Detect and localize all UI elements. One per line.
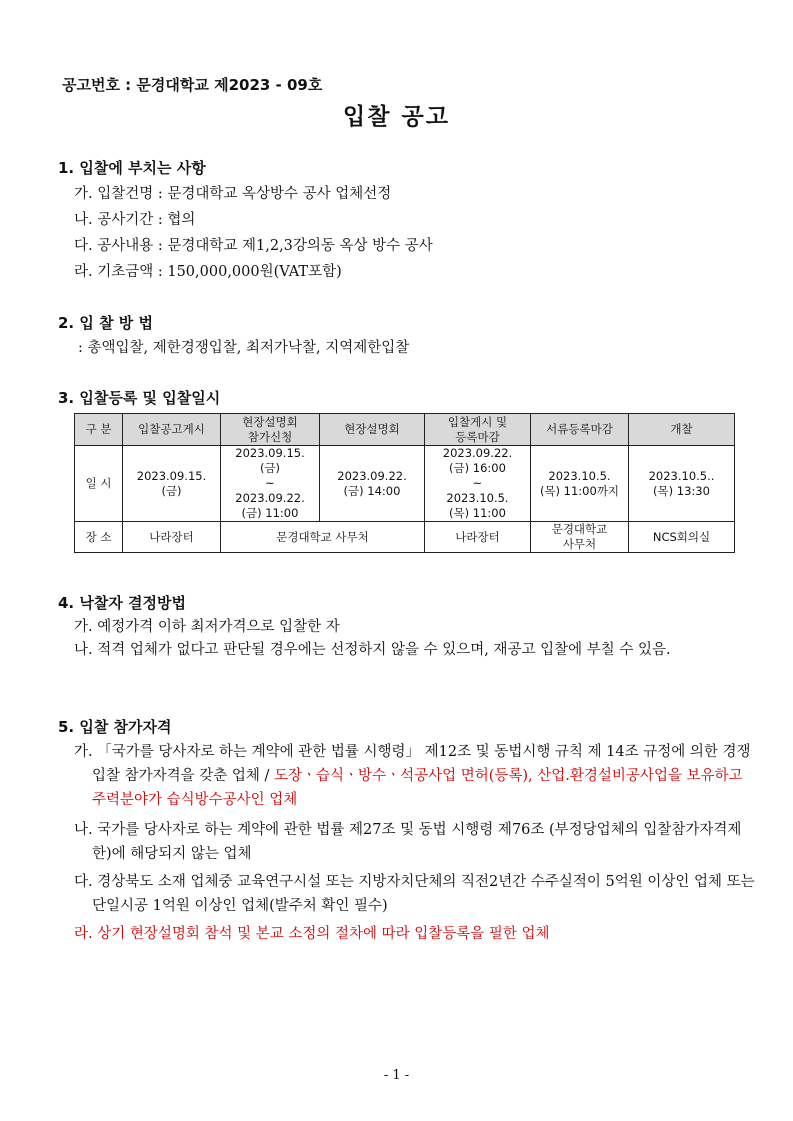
table-cell: 2023.09.22. (금) 16:00 ~ 2023.10.5. (목) 11:00 [425,446,531,522]
table-header-cell: 서류등록마감 [531,414,629,446]
section-3-heading: 3. 입찰등록 및 입찰일시 [58,389,221,407]
sec1-item-c: 다. 공사내용 : 문경대학교 제1,2,3강의동 옥상 방수 공사 [74,238,433,254]
table-cell: 문경대학교 사무처 [531,522,629,553]
section-5-heading: 5. 입찰 참가자격 [58,718,172,736]
table-row-place [75,522,735,553]
table-cell: 2023.09.15. (금) [123,446,221,522]
table-cell: 2023.09.22. (금) 14:00 [320,446,425,522]
sec5-item-d: 라. 상기 현장설명회 참석 및 본교 소정의 절차에 따라 입찰등록을 필한 업체 [74,926,550,942]
page-number: - 1 - [383,1068,410,1083]
table-header-cell: 현장설명회 [320,414,425,446]
table-cell: 나라장터 [123,522,221,553]
section-2-heading: 2. 입 찰 방 법 [58,314,153,332]
sec4-item-a: 가. 예정가격 이하 최저가격으로 입찰한 자 [74,619,340,635]
sec1-item-b: 나. 공사기간 : 협의 [74,212,196,228]
table-row-date [75,446,735,522]
table-cell: 2023.10.5.. (목) 13:30 [629,446,735,522]
sec5-item-b: 나. 국가를 당사자로 하는 계약에 관한 법률 제27조 및 동법 시행령 제76조 (부정당업체의 입찰참가자격제한)에 해당되지 않는 업체 [74,822,742,862]
table-header-cell: 입찰게시 및 등록마감 [425,414,531,446]
table-cell: NCS회의실 [629,522,735,553]
sec5-item-a [74,740,758,812]
sec1-item-d: 라. 기초금액 : 150,000,000원(VAT포함) [74,264,342,280]
table-header-cell: 현장설명회 참가신청 [221,414,320,446]
table-header-cell: 개찰 [629,414,735,446]
sec5-item-a-highlight: 도장ㆍ습식ㆍ방수ㆍ석공사업 면허(등록), 산업.환경설비공사업을 보유하고 주력분야가 습식방수공사인 업체 [92,768,743,808]
document-title: 입찰 공고 [343,104,450,130]
schedule-table [74,413,735,553]
sec5-item-c: 다. 경상북도 소재 업체중 교육연구시설 또는 지방자치단체의 직전2년간 수주실적이 5억원 이상인 업체 또는 단일시공 1억원 이상인 업체(발주처 확인 필수) [74,874,755,914]
table-header-cell: 입찰공고게시 [123,414,221,446]
sec2-text: : 총액입찰, 제한경쟁입찰, 최저가낙찰, 지역제한입찰 [78,340,410,356]
table-header-cell: 구 분 [75,414,123,446]
section-4-heading: 4. 낙찰자 결정방법 [58,594,187,612]
table-cell: 나라장터 [425,522,531,553]
sec4-item-b: 나. 적격 업체가 없다고 판단될 경우에는 선정하지 않을 수 있으며, 재공고 입찰에 부칠 수 있음. [74,642,671,658]
table-cell: 일 시 [75,446,123,522]
table-cell: 2023.09.15. (금) ~ 2023.09.22. (금) 11:00 [221,446,320,522]
table-header-row [75,414,735,446]
table-cell: 문경대학교 사무처 [221,522,425,553]
table-cell: 2023.10.5. (목) 11:00까지 [531,446,629,522]
sec1-item-a: 가. 입찰건명 : 문경대학교 옥상방수 공사 업체선정 [74,186,392,202]
table-cell: 장 소 [75,522,123,553]
section-1-heading: 1. 입찰에 부치는 사항 [58,159,206,177]
notice-number: 공고번호 : 문경대학교 제2023 - 09호 [62,76,323,94]
sec5-item-a-text: 가. 「국가를 당사자로 하는 계약에 관한 법률 시행령」 제12조 및 동법시행 규칙 제 14조 규정에 의한 경쟁 입찰 참가자격을 갖춘 업체 / [74,744,751,784]
